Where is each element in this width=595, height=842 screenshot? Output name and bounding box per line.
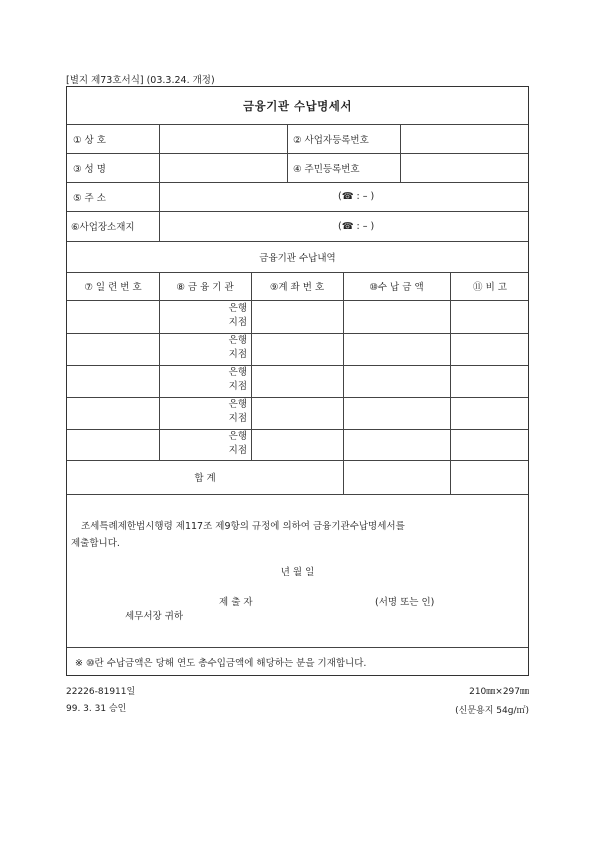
bank-suffix: 은행: [228, 431, 247, 442]
form-number-note: [별지 제73호서식] (03.3.24. 개정): [66, 75, 215, 86]
table-row: [159, 334, 247, 362]
branch-suffix: 지점: [228, 445, 247, 456]
approval-date: 99. 3. 31 승인: [66, 704, 127, 714]
bank-suffix: 은행: [228, 399, 247, 410]
instruction-note: ※ ⑩란 수납금액은 당해 연도 총수입금액에 해당하는 분을 기재합니다.: [75, 658, 367, 669]
business-reg-no-label: ② 사업자등록번호: [293, 134, 369, 146]
address-phone-template: (☎ : – ): [338, 191, 375, 202]
col-account-number: ⑨계 좌 번 호: [269, 282, 325, 293]
table-row: [159, 302, 247, 330]
bank-suffix: 은행: [228, 335, 247, 346]
name-field[interactable]: [160, 154, 286, 181]
financial-institution-receipt-form: [66, 86, 529, 676]
business-reg-no-field[interactable]: [401, 125, 529, 152]
col-receipt-amount: ⑩수 납 금 액: [369, 282, 424, 293]
total-label: 합 계: [194, 473, 216, 484]
paper-type: (신문용지 54g/㎡): [455, 706, 529, 716]
col-serial-number: ⑦ 일 련 번 호: [84, 282, 142, 293]
signature-label: (서명 또는 인): [375, 597, 435, 608]
business-location-label: ⑥사업장소재지: [71, 222, 135, 233]
name-label: ③ 성 명: [73, 163, 106, 175]
col-financial-institution: ⑧ 금 융 기 관: [176, 282, 234, 293]
form-code: 22226-81911일: [66, 687, 136, 697]
business-location-phone-template: (☎ : – ): [338, 220, 375, 232]
branch-suffix: 지점: [228, 349, 247, 360]
resident-reg-no-label: ④ 주민등록번호: [293, 163, 360, 175]
table-row: [159, 366, 247, 394]
statement-line-1: 조세특례제한법시행령 제117조 제9항의 규정에 의하여 금융기관수납명세서를: [81, 521, 405, 532]
trade-name-field[interactable]: [160, 125, 286, 152]
resident-reg-no-field[interactable]: [401, 154, 529, 181]
col-remarks: ⑪ 비 고: [473, 282, 507, 293]
details-heading: 금융기관 수납내역: [259, 252, 336, 264]
branch-suffix: 지점: [228, 413, 247, 424]
form-title: 금융기관 수납명세서: [243, 98, 352, 113]
paper-size: 210㎜×297㎜: [469, 687, 529, 697]
trade-name-label: ① 상 호: [73, 134, 106, 146]
recipient-label: 세무서장 귀하: [125, 611, 184, 622]
branch-suffix: 지점: [228, 381, 247, 392]
submitter-label: 제 출 자: [219, 597, 253, 608]
address-field[interactable]: [160, 183, 529, 210]
statement-line-2: 제출합니다.: [71, 538, 120, 549]
address-label: ⑤ 주 소: [73, 192, 106, 204]
total-amount-field[interactable]: [344, 461, 449, 493]
bank-suffix: 은행: [228, 367, 247, 378]
bank-suffix: 은행: [228, 303, 247, 314]
business-location-field[interactable]: [160, 212, 529, 240]
table-row: [159, 430, 247, 458]
submission-date: 년 월 일: [280, 567, 315, 578]
branch-suffix: 지점: [228, 317, 247, 328]
table-row: [159, 398, 247, 426]
